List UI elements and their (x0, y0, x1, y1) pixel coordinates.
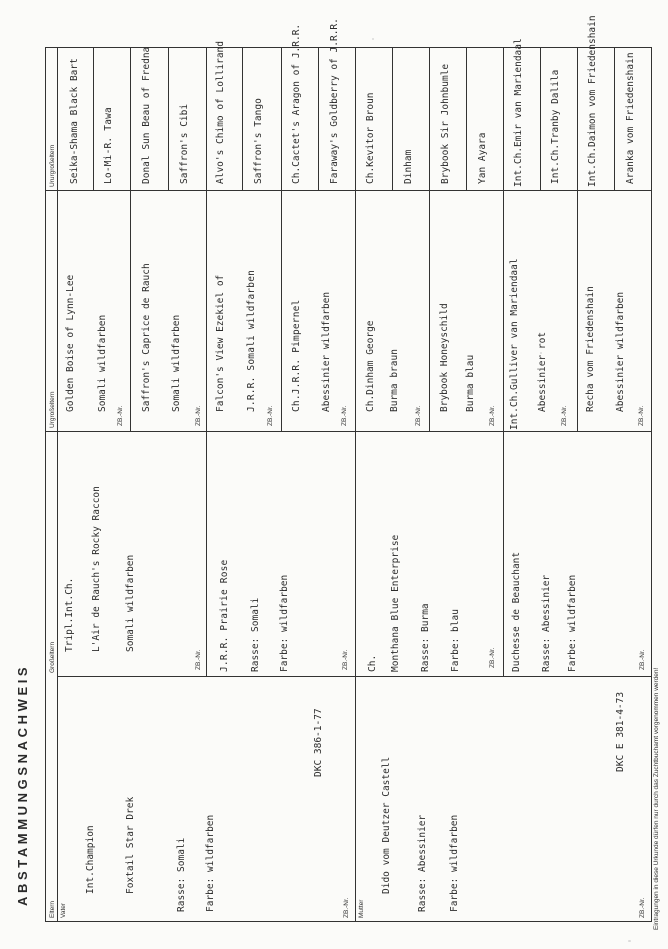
gggp-4: Saffron's Cibi (179, 103, 190, 184)
gggp-12: Yan Ayara (477, 132, 488, 184)
gp4-line2: Rasse: Abessinier (541, 574, 552, 672)
uu-divider (242, 47, 243, 191)
header-eltern: Eltern (49, 901, 56, 918)
gggp-7: Ch.Cactet's Aragon of J.R.R. (291, 23, 302, 184)
gggp-8: Faraway's Goldberry of J.R.R. (329, 18, 340, 184)
ggp-8-zb: ZB.-Nr. (638, 405, 645, 426)
uu-divider (540, 47, 541, 191)
gp1-line2: L'Air de Rauch's Rocky Raccon (91, 486, 102, 652)
pedigree-form (45, 15, 652, 922)
col-line-3 (45, 190, 652, 191)
header-urur: Ururgroßeltern (49, 144, 56, 187)
label-vater: Vater (60, 902, 67, 918)
ggp-5-name: Ch.Dinham George (365, 320, 376, 412)
gp4-zb: ZB.-Nr. (639, 649, 646, 670)
ggp-4-zb: ZB.-Nr. (341, 405, 348, 426)
gp2-zb: ZB.-Nr. (342, 649, 349, 670)
gp4-line3: Farbe: wildfarben (567, 574, 578, 672)
gggp-6: Saffron's Tango (253, 98, 264, 184)
ggp-4-name: Ch.J.R.R. Pimpernel (291, 299, 302, 412)
gggp-16: Aranka vom Friedenshain (625, 52, 636, 184)
uu-divider (93, 47, 94, 191)
ggp-5-zb: ZB.-Nr. (415, 405, 422, 426)
ggp-7-zb: ZB.-Nr. (561, 405, 568, 426)
divider-ug-4 (577, 47, 578, 432)
gggp-9: Ch.Kevitor Broun (365, 92, 376, 184)
uu-divider (318, 47, 319, 191)
ggp-6-name: Brybook Honeyschild (439, 303, 450, 412)
gp3-line4: Farbe: blau (450, 609, 461, 672)
father-title: Int.Champion (85, 825, 96, 894)
father-zb-number: DKC 386-1-77 (313, 708, 324, 777)
ggp-1-desc: Somali wildfarben (97, 314, 108, 412)
gp3-line1: Ch. (367, 654, 378, 672)
divider-g3-g4 (503, 47, 504, 677)
ggp-7-name: Int.Ch.Gulliver van Mariendaal (509, 258, 520, 430)
ggp-2-zb: ZB.-Nr. (195, 405, 202, 426)
ggp-6-zb: ZB.-Nr. (489, 405, 496, 426)
mother-zb-number: DKC E 381-4-73 (615, 691, 626, 772)
uu-divider (168, 47, 169, 191)
mother-rasse: Rasse: Abessinier (417, 814, 428, 912)
ggp-8-desc: Abessinier wildfarben (615, 291, 626, 412)
gp2-line1: J.R.R. Prairie Rose (219, 559, 230, 672)
ggp-1-name: Golden Boise of Lynn-Lee (65, 274, 76, 412)
uu-divider (466, 47, 467, 191)
document-title: ABSTAMMUNGSNACHWEIS (15, 663, 30, 906)
divider-ug-2 (281, 47, 282, 432)
ggp-2-name: Saffron's Caprice de Rauch (141, 263, 152, 412)
gggp-11: Brybook Sir Johnbumle (440, 63, 451, 184)
ggp-1-zb: ZB.-Nr. (117, 405, 124, 426)
gggp-14: Int.Ch.Tranby Dalila (550, 69, 561, 184)
ggp-3-zb: ZB.-Nr. (267, 405, 274, 426)
ggp-3-name: Falcon's View Ezekiel of (215, 274, 226, 412)
father-name: Foxtail Star Drek (125, 796, 136, 894)
gp2-line2: Rasse: Somali (250, 597, 261, 672)
uu-divider (614, 47, 615, 191)
gggp-5: Alvo's Chimo of Lollirand (215, 41, 226, 184)
col-line-2 (45, 431, 652, 432)
gggp-13: Int.Ch.Emir van Mariendaal (513, 38, 524, 187)
divider-ug-3 (429, 47, 430, 432)
footnote: Eintragungen in diese Urkunde dürfen nur durch das Zuchtbuchamt vorgenommen werden! (653, 667, 660, 930)
gggp-3: Donal Sun Beau of Fredna (141, 46, 152, 184)
mother-farbe: Farbe: wildfarben (449, 814, 460, 912)
father-rasse: Rasse: Somali (176, 837, 187, 912)
mother-name: Dido vom Deutzer Castell (381, 756, 392, 894)
gp3-line2: Monthana Blue Enterprise (390, 534, 401, 672)
ggp-4-desc: Abessinier wildfarben (321, 291, 332, 412)
header-urgrosseltern: Urgroßeltern (49, 391, 56, 428)
header-divider (57, 47, 58, 922)
ggp-6-desc: Burma blau (465, 354, 476, 412)
gggp-15: Int.Ch.Daimon vom Friedenshain (587, 15, 598, 187)
gp3-line3: Rasse: Burma (420, 603, 431, 672)
ggp-7-desc: Abessinier rot (537, 331, 548, 412)
gggp-1: Seika-Shama Black Bart (69, 58, 80, 184)
divider-father-mother (355, 47, 356, 922)
gp3-zb: ZB.-Nr. (489, 647, 496, 668)
divider-g1-g2 (206, 47, 207, 677)
gp1-zb: ZB.-Nr. (195, 649, 202, 670)
father-farbe: Farbe: wildfarben (205, 814, 216, 912)
ggp-5-desc: Burma braun (389, 349, 400, 412)
ggp-3-desc: J.R.R. Somali wildfarben (246, 269, 257, 412)
mother-zb-label: ZB.-Nr. (639, 897, 646, 918)
gggp-10: Dinham (403, 149, 414, 184)
gp2-line3: Farbe: wildfarben (279, 574, 290, 672)
father-zb-label: ZB.-Nr. (343, 897, 350, 918)
header-grosseltern: Großeltern (49, 641, 56, 673)
ggp-2-desc: Somali wildfarben (171, 314, 182, 412)
gp4-line1: Duchesse de Beauchant (511, 551, 522, 672)
gggp-2: Lo-Mi-R. Tawa (103, 107, 114, 184)
ggp-8-name: Recha vom Friedenshain (585, 286, 596, 412)
uu-divider (392, 47, 393, 191)
gp1-line3: Somali wildfarben (125, 554, 136, 652)
label-mutter: Mutter (358, 899, 365, 918)
divider-ug-1 (130, 47, 131, 432)
gp1-line1: Tripl.Int.Ch. (64, 577, 75, 652)
